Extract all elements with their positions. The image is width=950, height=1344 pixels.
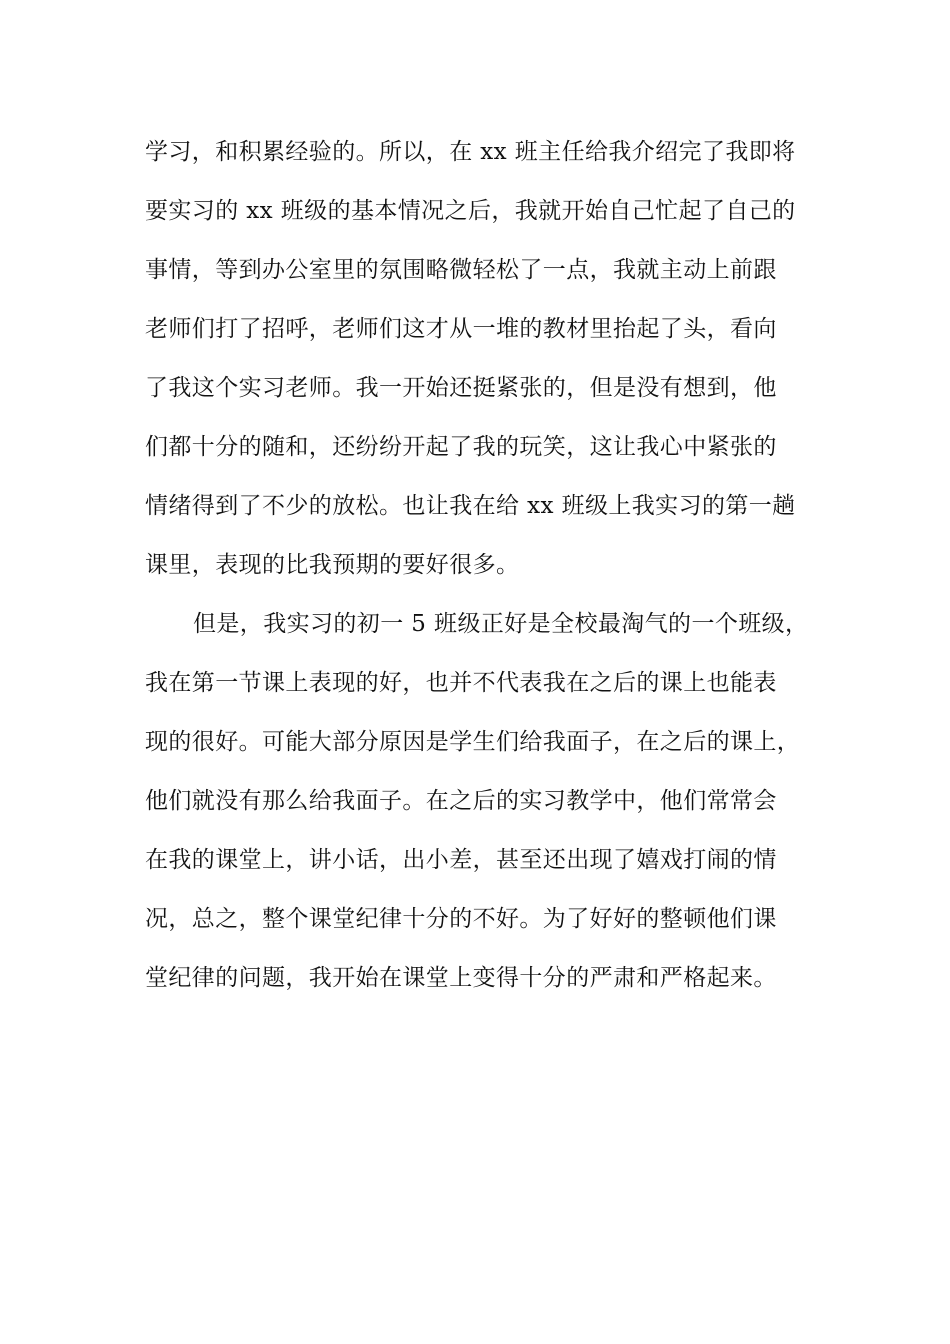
text-line: 情绪得到了不少的放松。也让我在给 xx 班级上我实习的第一趟: [145, 493, 796, 519]
text-line: 现的很好。可能大部分原因是学生们给我面子，在之后的课上，: [145, 729, 801, 755]
text-line: 老师们打了招呼，老师们这才从一堆的教材里抬起了头，看向: [145, 316, 777, 342]
text-line: 在我的课堂上，讲小话，出小差，甚至还出现了嬉戏打闹的情: [145, 847, 777, 873]
text-line: 学习，和积累经验的。所以，在 xx 班主任给我介绍完了我即将: [145, 139, 796, 165]
text-line: 们都十分的随和，还纷纷开起了我的玩笑，这让我心中紧张的: [145, 434, 777, 460]
text-line: 事情，等到办公室里的氛围略微轻松了一点，我就主动上前跟: [145, 257, 777, 283]
text-line: 堂纪律的问题，我开始在课堂上变得十分的严肃和严格起来。: [145, 965, 777, 991]
paragraph-first-line: 但是，我实习的初一 5 班级正好是全校最淘气的一个班级，: [193, 611, 809, 637]
body-text: [145, 128, 835, 1013]
text-line: 了我这个实习老师。我一开始还挺紧张的，但是没有想到，他: [145, 375, 777, 401]
text-line: 我在第一节课上表现的好，也并不代表我在之后的课上也能表: [145, 670, 777, 696]
text-line: 他们就没有那么给我面子。在之后的实习教学中，他们常常会: [145, 788, 777, 814]
text-line: 况，总之，整个课堂纪律十分的不好。为了好好的整顿他们课: [145, 906, 777, 932]
text-line: 要实习的 xx 班级的基本情况之后，我就开始自己忙起了自己的: [145, 198, 796, 224]
text-line: 课里，表现的比我预期的要好很多。: [145, 552, 520, 578]
